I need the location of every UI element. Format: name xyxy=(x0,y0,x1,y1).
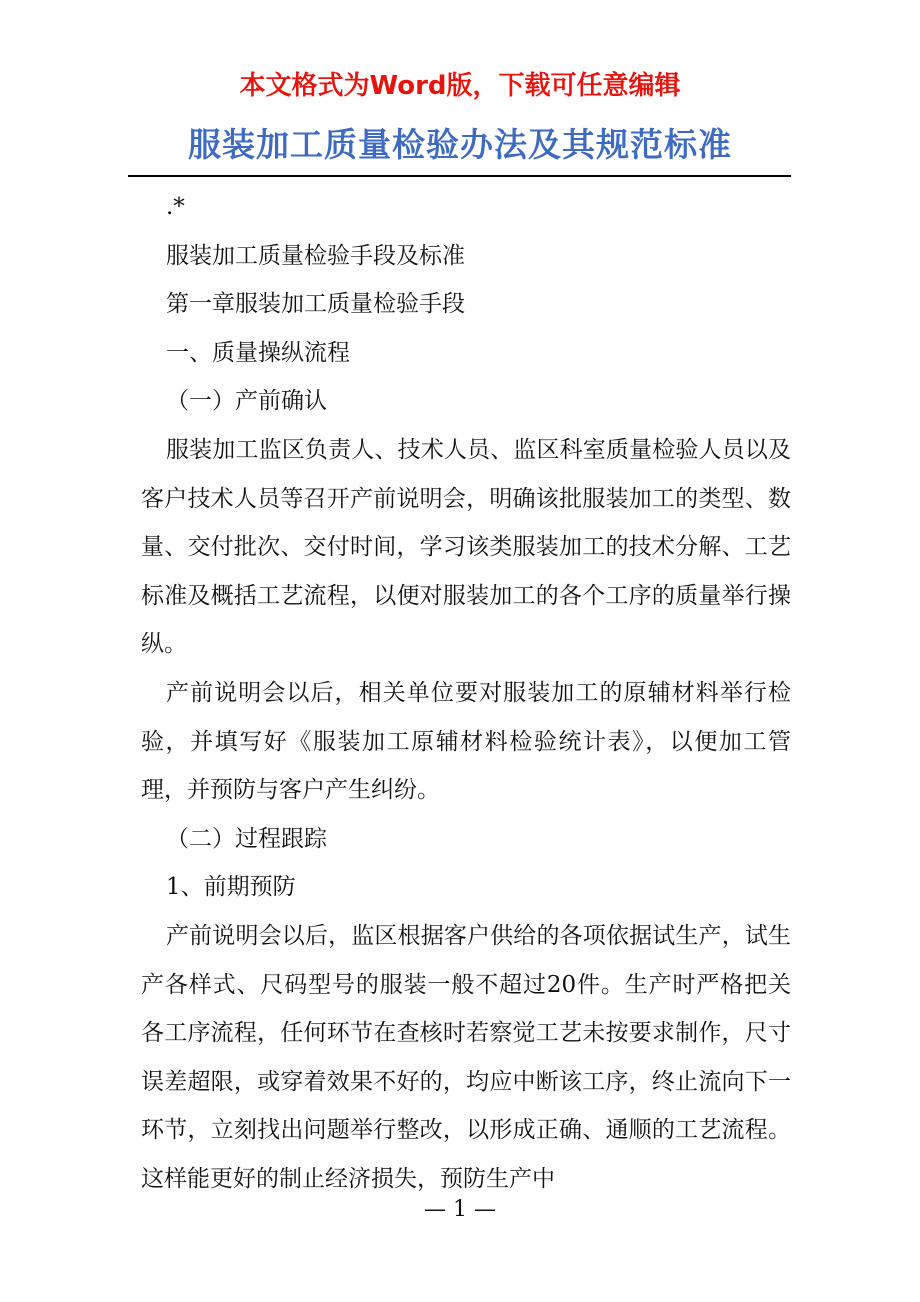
page-number: — 1 — xyxy=(424,1197,496,1222)
body-paragraph: 产前说明会以后，监区根据客户供给的各项依据试生产，试生产各样式、尺码型号的服装一般不超过20件。生产时严格把关各工序流程，任何环节在查核时若察觉工艺未按要求制作，尺寸误差超限，或穿着效果不好的，均应中断该工序，终止流向下一环节，立刻找出问题举行整改，以形成正确、通顺的工艺流程。这样能更好的制止经济损失，预防生产中 xyxy=(141,922,791,1192)
title-divider xyxy=(128,175,791,177)
body-paragraph: 服装加工监区负责人、技术人员、监区科室质量检验人员以及客户技术人员等召开产前说明会，明确该批服装加工的类型、数量、交付批次、交付时间，学习该类服装加工的技术分解、工艺标准及概括工艺流程，以便对服装加工的各个工序的质量举行操纵。 xyxy=(141,436,791,658)
subsection-heading: （一）产前确认 xyxy=(166,388,327,415)
subsection-heading: 一、质量操纵流程 xyxy=(166,339,350,366)
document-title: 服装加工质量检验办法及其规范标准 xyxy=(188,125,732,164)
body-paragraph: 产前说明会以后，相关单位要对服装加工的原辅材料举行检验，并填写好《服装加工原辅材料检验统计表》，以便加工管理，并预防与客户产生纠纷。 xyxy=(141,679,791,804)
download-notice: 本文格式为Word版，下载可任意编辑 xyxy=(239,71,681,101)
paragraph-marker: .* xyxy=(166,194,185,220)
section-heading: 服装加工质量检验手段及标准 xyxy=(166,242,465,269)
item-heading: 1、前期预防 xyxy=(166,874,296,901)
chapter-heading: 第一章服装加工质量检验手段 xyxy=(166,291,465,318)
subsection-heading: （二）过程跟踪 xyxy=(166,825,327,852)
document-body xyxy=(141,183,791,1203)
